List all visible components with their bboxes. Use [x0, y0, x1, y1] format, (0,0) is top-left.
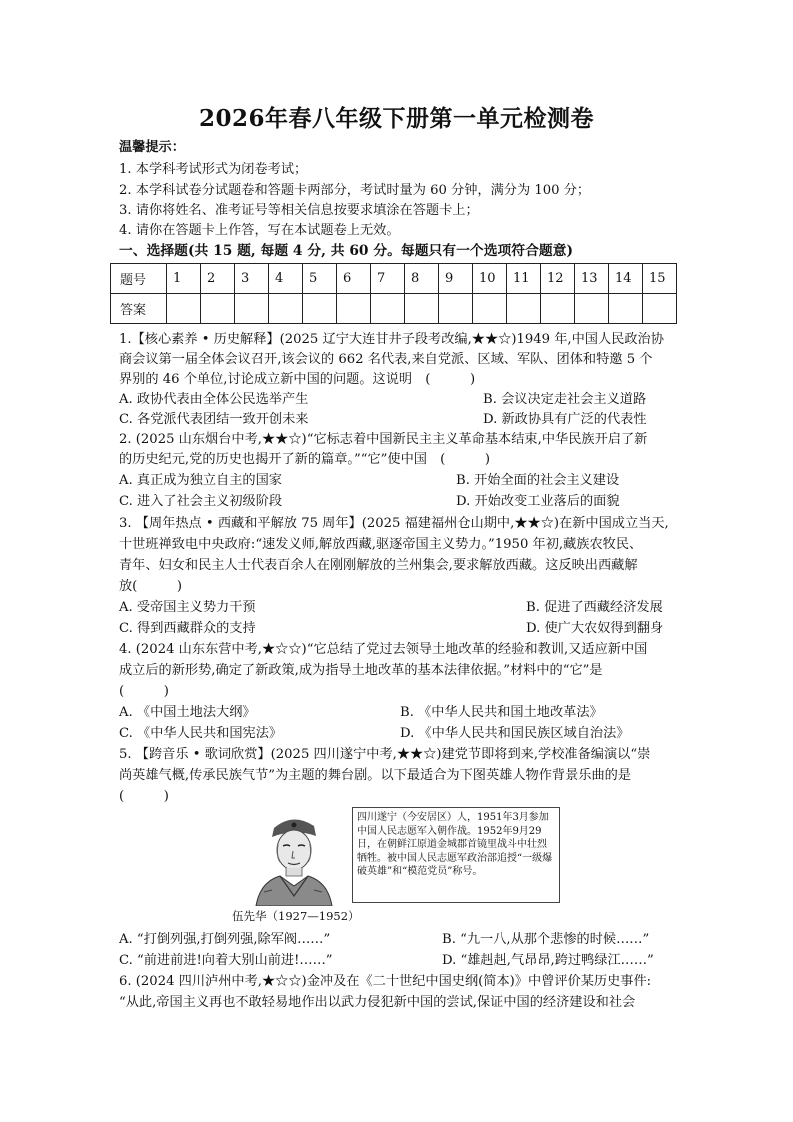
question-number-cell: 9 — [439, 264, 473, 294]
question-number-cell: 11 — [507, 264, 541, 294]
q6-stem-line-1: 6. (2024 四川泸州中考,★☆☆)金冲及在《二十世纪中国史纲(简本)》中曾评价某历史事件: — [119, 974, 652, 989]
q4-option-a[interactable]: A. 《中国土地法大纲》 — [119, 705, 256, 720]
tip-item-3: 3. 请你将姓名、准考证号等相关信息按要求填涂在答题卡上； — [119, 203, 479, 218]
q3-option-b[interactable]: B. 促进了西藏经济发展 — [526, 600, 663, 615]
answer-table-answer-row — [111, 294, 677, 324]
question-number-cell: 8 — [405, 264, 439, 294]
answer-table — [110, 263, 677, 324]
hero-portrait-image — [250, 806, 336, 906]
question-number-cell: 13 — [575, 264, 609, 294]
q1-option-a[interactable]: A. 政协代表由全体公民选举产生 — [119, 392, 309, 407]
question-number-cell: 10 — [473, 264, 507, 294]
q3-stem-line-4: 放( ) — [119, 579, 183, 594]
q2-stem-line-2: 的历史纪元,党的历史也揭开了新的篇章。”“它”使中国 ( ) — [119, 452, 490, 467]
answer-cell[interactable] — [269, 294, 303, 324]
q4-stem-line-1: 4. (2024 山东东营中考,★☆☆)“它总结了党过去领导土地改革的经验和教训,又适应新中国 — [119, 642, 648, 657]
question-number-cell: 2 — [201, 264, 235, 294]
q5-stem-line-1: 5. 【跨音乐 • 歌词欣赏】(2025 四川遂宁中考,★★☆)建党节即将到来,学校准备编演以“崇 — [119, 747, 651, 762]
question-number-cell: 15 — [643, 264, 677, 294]
question-number-cell: 14 — [609, 264, 643, 294]
q3-option-d[interactable]: D. 使广大农奴得到翻身 — [526, 621, 664, 636]
tip-item-1: 1. 本学科考试形式为闭卷考试； — [119, 162, 308, 177]
answer-cell[interactable] — [507, 294, 541, 324]
answer-cell[interactable] — [643, 294, 677, 324]
answer-cell[interactable] — [371, 294, 405, 324]
question-number-cell: 7 — [371, 264, 405, 294]
answer-cell[interactable] — [541, 294, 575, 324]
question-number-cell: 6 — [337, 264, 371, 294]
q3-option-a[interactable]: A. 受帝国主义势力干预 — [119, 600, 256, 615]
q3-stem-line-3: 青年、妇女和民主人士代表百余人在刚刚解放的兰州集会,要求解放西藏。这反映出西藏解 — [119, 558, 638, 573]
tip-item-4: 4. 请你在答题卡上作答，写在本试题卷上无效。 — [119, 223, 400, 238]
q3-stem-line-1: 3. 【周年热点 • 西藏和平解放 75 周年】(2025 福建福州仓山期中,★★☆)在新中国成立当天, — [119, 516, 669, 531]
q2-option-c[interactable]: C. 进入了社会主义初级阶段 — [119, 494, 283, 509]
answer-cell[interactable] — [575, 294, 609, 324]
q3-stem-line-2: 十世班禅致电中央政府:“速发义师,解放西藏,驱逐帝国主义势力。”1950 年初,藏族农牧民、 — [119, 537, 643, 552]
answer-cell[interactable] — [201, 294, 235, 324]
q2-option-a[interactable]: A. 真正成为独立自主的国家 — [119, 473, 282, 488]
hero-info-box: 四川遂宁（今安居区）人，1951年3月参加中国人民志愿军入朝作战。1952年9月29日，在朝鲜江原道金城郡首镜里战斗中壮烈牺牲。被中国人民志愿军政治部追授“一级爆破英雄”和“模范党员”称号。 — [352, 807, 560, 903]
section-heading-choice: 一、选择题(共 15 题, 每题 4 分, 共 60 分。每题只有一个选项符合题意) — [119, 243, 574, 259]
q2-stem-line-1: 2. (2025 山东烟台中考,★★☆)“它标志着中国新民主主义革命基本结束,中华民族开启了新 — [119, 432, 648, 447]
hero-portrait-caption: 伍先华（1927—1952） — [232, 909, 360, 923]
q3-option-c[interactable]: C. 得到西藏群众的支持 — [119, 621, 256, 636]
answer-cell[interactable] — [235, 294, 269, 324]
q5-option-b[interactable]: B. “九一八,从那个悲惨的时候……” — [442, 932, 650, 947]
q4-option-c[interactable]: C. 《中华人民共和国宪法》 — [119, 726, 283, 741]
q5-stem-line-3: ( ) — [119, 789, 169, 804]
q1-option-b[interactable]: B. 会议决定走社会主义道路 — [483, 392, 647, 407]
q4-stem-line-2: 成立后的新形势,确定了新政策,成为指导土地改革的基本法律依据。”材料中的“它”是 — [119, 663, 603, 678]
q1-stem-line-1: 1.【核心素养 • 历史解释】(2025 辽宁大连甘井子段考改编,★★☆)1949 年,中国人民政治协 — [119, 332, 664, 347]
answer-cell[interactable] — [609, 294, 643, 324]
q4-stem-line-3: ( ) — [119, 684, 169, 699]
q2-option-d[interactable]: D. 开始改变工业落后的面貌 — [456, 494, 620, 509]
q5-option-a[interactable]: A. “打倒列强,打倒列强,除军阀……” — [119, 932, 331, 947]
answer-row-label: 答案 — [111, 294, 167, 324]
q1-stem-line-3: 界别的 46 个单位,讨论成立新中国的问题。这说明 ( ) — [119, 372, 476, 387]
q5-option-d[interactable]: D. “雄赳赳,气昂昂,跨过鸭绿江……” — [442, 953, 654, 968]
q1-stem-line-2: 商会议第一届全体会议召开,该会议的 662 名代表,来自党派、区域、军队、团体和特邀 5 个 — [119, 352, 653, 367]
question-number-cell: 5 — [303, 264, 337, 294]
question-number-cell: 4 — [269, 264, 303, 294]
question-number-cell: 12 — [541, 264, 575, 294]
q4-option-d[interactable]: D. 《中华人民共和国民族区域自治法》 — [400, 726, 630, 741]
answer-cell[interactable] — [337, 294, 371, 324]
q1-option-d[interactable]: D. 新政协具有广泛的代表性 — [483, 412, 647, 427]
tips-heading: 温馨提示： — [119, 140, 185, 155]
answer-cell[interactable] — [439, 294, 473, 324]
q2-option-b[interactable]: B. 开始全面的社会主义建设 — [456, 473, 620, 488]
tip-item-2: 2. 本学科试卷分试题卷和答题卡两部分，考试时量为 60 分钟，满分为 100 分； — [119, 183, 591, 198]
q6-stem-line-2: “从此,帝国主义再也不敢轻易地作出以武力侵犯新中国的尝试,保证中国的经济建设和社会 — [119, 995, 636, 1010]
q1-option-c[interactable]: C. 各党派代表团结一致开创未来 — [119, 412, 309, 427]
question-number-cell: 3 — [235, 264, 269, 294]
q5-option-c[interactable]: C. “前进前进!向着大别山前进!……” — [119, 953, 333, 968]
answer-table-number-row — [111, 264, 677, 294]
answer-cell[interactable] — [473, 294, 507, 324]
answer-cell[interactable] — [167, 294, 201, 324]
q5-stem-line-2: 尚英雄气概,传承民族气节”为主题的舞台剧。以下最适合为下图英雄人物作背景乐曲的是 — [119, 768, 632, 783]
answer-cell[interactable] — [405, 294, 439, 324]
answer-cell[interactable] — [303, 294, 337, 324]
question-number-cell: 1 — [167, 264, 201, 294]
exam-title: 2026年春八年级下册第一单元检测卷 — [198, 105, 594, 132]
q4-option-b[interactable]: B. 《中华人民共和国土地改革法》 — [400, 705, 603, 720]
number-row-label: 题号 — [111, 264, 167, 294]
